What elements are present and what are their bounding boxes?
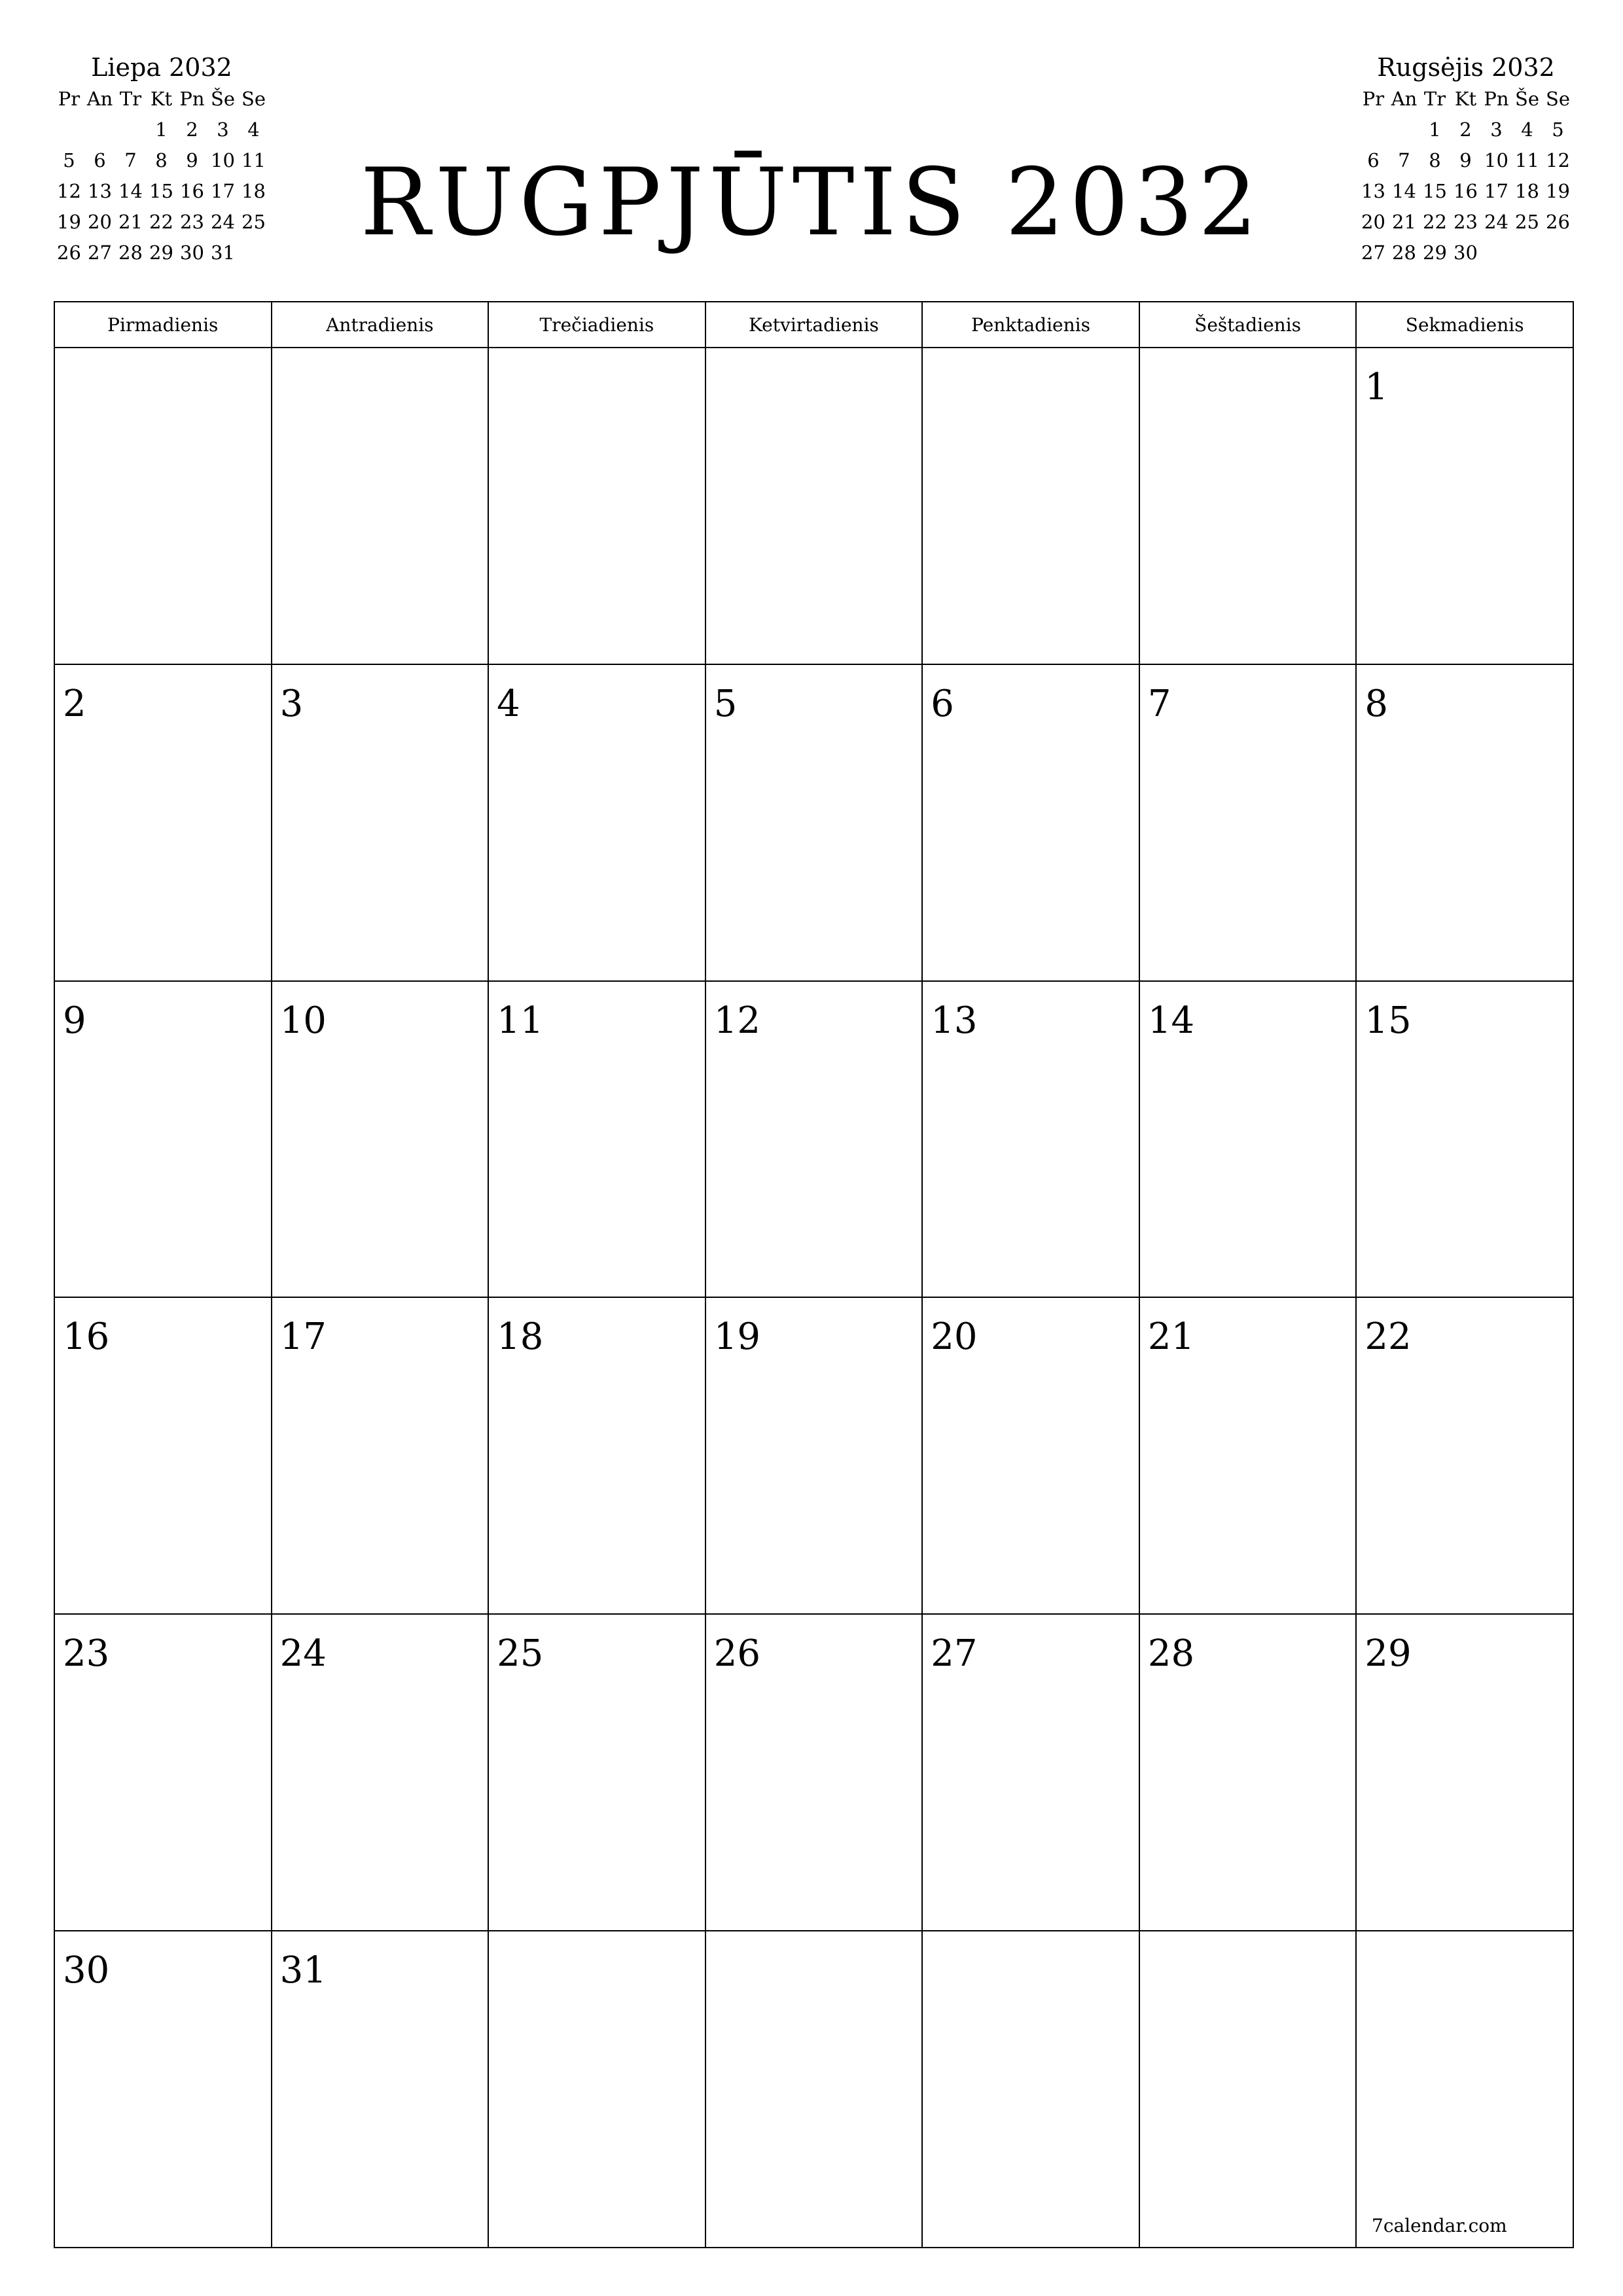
mini-day: 5 [63, 149, 75, 171]
mini-day: 26 [57, 242, 81, 264]
mini-day: 12 [1546, 149, 1570, 171]
week-row [54, 348, 1573, 664]
mini-calendar-prev-title: Liepa 2032 [91, 53, 232, 82]
footer-credit: 7calendar.com [1372, 2215, 1507, 2236]
mini-day: 17 [1484, 180, 1508, 202]
day-cell[interactable] [488, 1614, 705, 1931]
mini-day: 20 [1361, 211, 1385, 233]
mini-day: 1 [155, 118, 168, 141]
day-number: 4 [497, 682, 520, 725]
week-row [54, 1931, 1573, 2248]
day-cell[interactable] [922, 981, 1139, 1298]
day-number: 11 [497, 999, 544, 1042]
mini-day: 18 [1515, 180, 1539, 202]
day-cell[interactable] [1356, 1297, 1573, 1614]
mini-calendar-next [1358, 51, 1574, 268]
mini-day: 23 [1454, 211, 1478, 233]
mini-weekday-label: Še [1514, 88, 1540, 110]
day-cell[interactable] [922, 664, 1139, 981]
mini-day: 24 [1484, 211, 1508, 233]
day-number: 18 [497, 1316, 544, 1359]
mini-day [54, 115, 84, 145]
day-number: 1 [1364, 366, 1389, 408]
mini-day: 23 [180, 211, 204, 233]
day-cell[interactable] [705, 348, 923, 664]
day-cell[interactable] [705, 981, 923, 1298]
day-number: 14 [1147, 999, 1195, 1042]
mini-weekday-label: Se [1545, 88, 1571, 110]
week-row [54, 1297, 1573, 1614]
mini-day: 25 [241, 211, 266, 233]
mini-day [1389, 115, 1419, 145]
mini-day: 28 [118, 242, 143, 264]
day-number: 30 [63, 1949, 110, 1992]
day-cell[interactable] [272, 1297, 489, 1614]
mini-day: 27 [1361, 242, 1385, 264]
day-cell[interactable] [1356, 1614, 1573, 1931]
day-cell[interactable] [1139, 1297, 1357, 1614]
mini-day: 28 [1392, 242, 1416, 264]
mini-day: 21 [118, 211, 143, 233]
mini-day: 11 [1515, 149, 1539, 171]
mini-calendar-prev [54, 51, 270, 268]
day-number: 3 [279, 682, 304, 725]
day-cell[interactable] [705, 1931, 923, 2248]
mini-day: 26 [1546, 211, 1570, 233]
mini-day: 29 [149, 242, 173, 264]
day-number: 15 [1364, 999, 1412, 1042]
mini-day: 30 [180, 242, 204, 264]
mini-day: 7 [1398, 149, 1410, 171]
mini-day: 7 [124, 149, 137, 171]
day-cell[interactable] [272, 981, 489, 1298]
mini-weekday-label: An [1391, 88, 1418, 110]
day-cell[interactable] [54, 1297, 272, 1614]
mini-day: 6 [1367, 149, 1380, 171]
mini-day: 31 [211, 242, 235, 264]
week-row [54, 664, 1573, 981]
day-cell[interactable] [488, 981, 705, 1298]
mini-day: 22 [149, 211, 173, 233]
mini-day: 13 [1361, 180, 1385, 202]
day-number: 28 [1147, 1632, 1195, 1676]
day-cell[interactable] [272, 1614, 489, 1931]
day-number: 12 [713, 999, 760, 1042]
day-cell[interactable] [1356, 981, 1573, 1298]
day-number: 2 [63, 682, 86, 725]
mini-day: 22 [1423, 211, 1447, 233]
day-number [1140, 1931, 1356, 1951]
weekday-header: Trečiadienis [488, 302, 705, 348]
day-cell[interactable] [922, 1614, 1139, 1931]
mini-weekday-label: Tr [119, 88, 142, 110]
mini-day: 16 [180, 180, 204, 202]
mini-day: 19 [57, 211, 81, 233]
mini-day: 12 [57, 180, 81, 202]
mini-day: 8 [1429, 149, 1441, 171]
day-number: 8 [1364, 682, 1389, 725]
day-cell[interactable] [1139, 1614, 1357, 1931]
day-number [1357, 1931, 1573, 1951]
mini-day: 21 [1392, 211, 1416, 233]
day-cell[interactable] [488, 1931, 705, 2248]
mini-weekday-label: An [86, 88, 113, 110]
week-row [54, 981, 1573, 1298]
weekday-header: Šeštadienis [1139, 302, 1357, 348]
mini-day: 9 [1459, 149, 1472, 171]
mini-day: 4 [1521, 118, 1533, 141]
day-number [1140, 348, 1356, 368]
mini-calendar-next-title: Rugsėjis 2032 [1377, 53, 1555, 82]
mini-day: 18 [241, 180, 266, 202]
mini-day: 17 [211, 180, 235, 202]
mini-day: 3 [1490, 118, 1503, 141]
day-number: 29 [1364, 1632, 1412, 1676]
mini-calendar-next-grid [1358, 84, 1574, 268]
day-cell[interactable] [488, 348, 705, 664]
weekday-header: Penktadienis [922, 302, 1139, 348]
day-cell[interactable] [54, 348, 272, 664]
day-number: 23 [63, 1632, 110, 1676]
day-number: 31 [279, 1949, 327, 1992]
day-cell[interactable] [1356, 348, 1573, 664]
mini-day: 10 [211, 149, 235, 171]
day-cell[interactable] [922, 348, 1139, 664]
day-number: 19 [713, 1316, 760, 1359]
mini-day: 24 [211, 211, 235, 233]
day-number: 6 [931, 682, 954, 725]
mini-weekday-label: Pn [1484, 88, 1509, 110]
day-number: 9 [63, 999, 86, 1042]
day-cell[interactable] [705, 664, 923, 981]
day-cell[interactable] [1139, 664, 1357, 981]
mini-day: 15 [1423, 180, 1447, 202]
mini-day: 30 [1454, 242, 1478, 264]
mini-day: 20 [88, 211, 112, 233]
day-number: 5 [713, 682, 738, 725]
mini-day: 2 [186, 118, 198, 141]
day-cell[interactable] [54, 1614, 272, 1931]
mini-day: 10 [1484, 149, 1508, 171]
mini-day: 29 [1423, 242, 1447, 264]
mini-day: 4 [247, 118, 260, 141]
mini-weekday-label: Se [241, 88, 266, 110]
mini-day: 1 [1429, 118, 1441, 141]
weekday-header: Pirmadienis [54, 302, 272, 348]
day-number: 27 [931, 1632, 978, 1676]
mini-day: 2 [1459, 118, 1472, 141]
mini-day: 14 [1392, 180, 1416, 202]
day-cell[interactable] [1356, 664, 1573, 981]
mini-day: 16 [1454, 180, 1478, 202]
mini-day: 3 [217, 118, 229, 141]
day-number: 25 [497, 1632, 544, 1676]
day-number: 7 [1147, 682, 1171, 725]
day-number: 24 [279, 1632, 327, 1676]
day-cell[interactable] [705, 1297, 923, 1614]
mini-day: 5 [1552, 118, 1564, 141]
day-number: 10 [279, 999, 327, 1042]
mini-day [115, 115, 146, 145]
day-cell[interactable] [922, 1297, 1139, 1614]
day-number: 26 [713, 1632, 760, 1676]
day-number [272, 348, 488, 368]
day-number: 17 [279, 1316, 327, 1359]
day-cell[interactable] [922, 1931, 1139, 2248]
weekday-header: Sekmadienis [1356, 302, 1573, 348]
mini-day: 19 [1546, 180, 1570, 202]
day-number [923, 1931, 1139, 1951]
mini-calendar-prev-grid [54, 84, 270, 268]
day-cell[interactable] [272, 1931, 489, 2248]
mini-day: 27 [88, 242, 112, 264]
day-cell[interactable] [1139, 348, 1357, 664]
day-cell[interactable] [272, 664, 489, 981]
day-cell[interactable] [272, 348, 489, 664]
day-cell[interactable] [54, 664, 272, 981]
mini-day: 11 [241, 149, 266, 171]
mini-weekday-label: Kt [150, 88, 173, 110]
day-number [706, 348, 922, 368]
mini-day: 15 [149, 180, 173, 202]
day-cell[interactable] [1139, 1931, 1357, 2248]
day-cell[interactable] [488, 664, 705, 981]
day-number: 21 [1147, 1316, 1195, 1359]
page-title: RUGPJŪTIS 2032 [360, 149, 1263, 257]
day-cell[interactable] [54, 1931, 272, 2248]
weeks-body [54, 348, 1573, 2248]
weekday-header: Antradienis [272, 302, 489, 348]
mini-day: 8 [155, 149, 168, 171]
weekday-header: Ketvirtadienis [705, 302, 923, 348]
mini-day: 25 [1515, 211, 1539, 233]
mini-weekday-label: Tr [1423, 88, 1446, 110]
day-cell[interactable] [705, 1614, 923, 1931]
day-number: 13 [931, 999, 978, 1042]
day-cell[interactable] [1139, 981, 1357, 1298]
mini-day: 13 [88, 180, 112, 202]
day-number [489, 348, 705, 368]
mini-day: 6 [94, 149, 106, 171]
mini-day [84, 115, 115, 145]
mini-day: 9 [186, 149, 198, 171]
mini-day [1358, 115, 1389, 145]
mini-weekday-label: Kt [1454, 88, 1477, 110]
mini-weekday-label: Pn [179, 88, 205, 110]
mini-day: 14 [118, 180, 143, 202]
day-cell[interactable] [54, 981, 272, 1298]
month-grid [54, 301, 1574, 2248]
week-row [54, 1614, 1573, 1931]
day-number [489, 1931, 705, 1951]
mini-weekday-label: Pr [1362, 88, 1385, 110]
mini-weekday-label: Pr [58, 88, 80, 110]
weekday-header-row [54, 302, 1573, 348]
mini-weekday-label: Še [210, 88, 236, 110]
day-number [706, 1931, 922, 1951]
day-number: 22 [1364, 1316, 1412, 1359]
day-cell[interactable] [1356, 1931, 1573, 2248]
day-number: 20 [931, 1316, 978, 1359]
day-cell[interactable] [488, 1297, 705, 1614]
day-number [55, 348, 271, 368]
day-number: 16 [63, 1316, 110, 1359]
day-number [923, 348, 1139, 368]
